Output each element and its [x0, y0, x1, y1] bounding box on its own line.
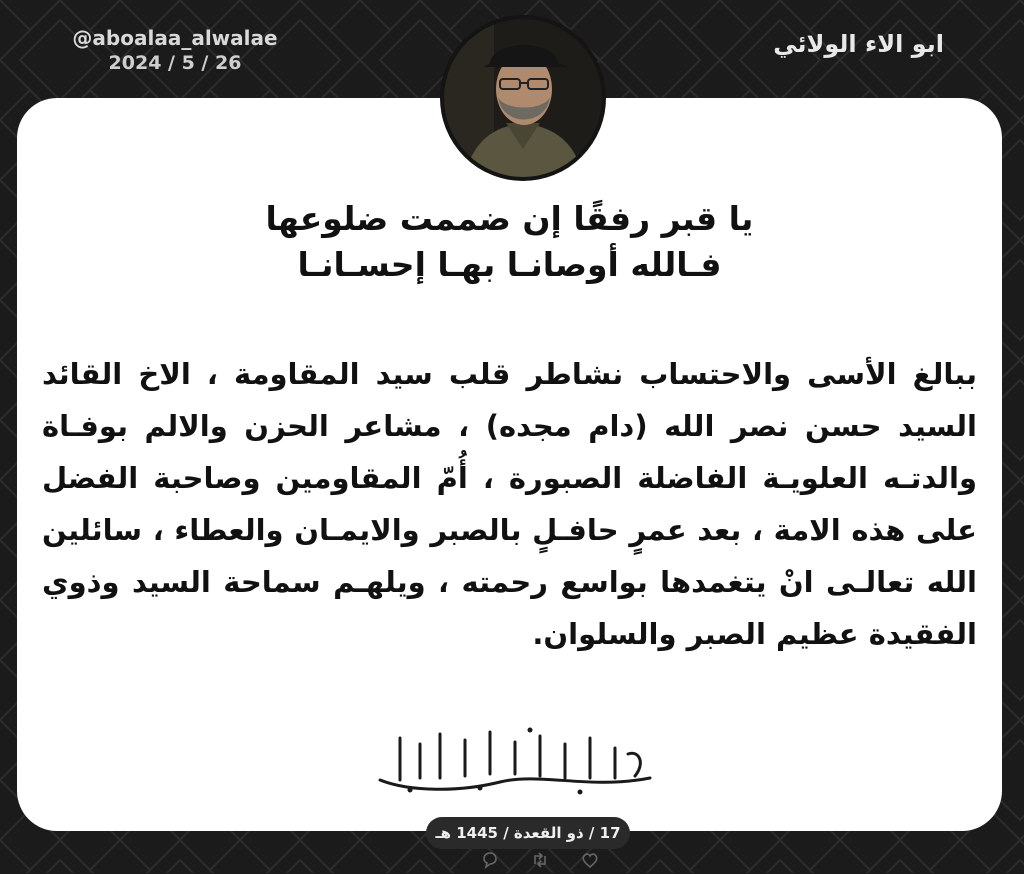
condolence-message: ببالغ الأسى والاحتساب نشاطر قلب سيد المقاومة ، الاخ القائد السيد حسن نصر الله (دام مجده) ، مشاعر الحزن والالم بوفـاة والدتـه العلويـة الفاضلة الصبورة ، أُمّ المقاومين وصاحبة الفضل على هذه الامة ، بعد عمرٍ حافـلٍ بالصبر والايمـان والعطاء ، سائلين الله تعالـى انْ يتغمدها بواسع رحمته ، ويلهـم سماحة السيد وذوي الفقيدة عظيم الصبر والسلوان.: [42, 357, 977, 651]
like-icon[interactable]: [580, 850, 600, 870]
poem-line: فـالله أوصانـا بهـا إحسـانـا: [297, 245, 722, 284]
author-name: ابو الاء الولائي: [773, 30, 944, 58]
poem-line: يا قبر رفقًا إن ضممت ضلوعها: [265, 199, 754, 238]
hijri-date-badge: 17 / ذو القعدة / 1445 هـ: [426, 817, 630, 849]
handle-label: @aboalaa_alwalae: [72, 26, 278, 50]
reply-icon[interactable]: [480, 850, 500, 870]
calligraphy-image: [370, 720, 660, 800]
avatar: [440, 15, 606, 181]
poem-verse: [17, 196, 1002, 288]
post-actions: [480, 850, 600, 870]
post-date: 2024 / 5 / 26: [108, 52, 242, 74]
retweet-icon[interactable]: [530, 850, 550, 870]
